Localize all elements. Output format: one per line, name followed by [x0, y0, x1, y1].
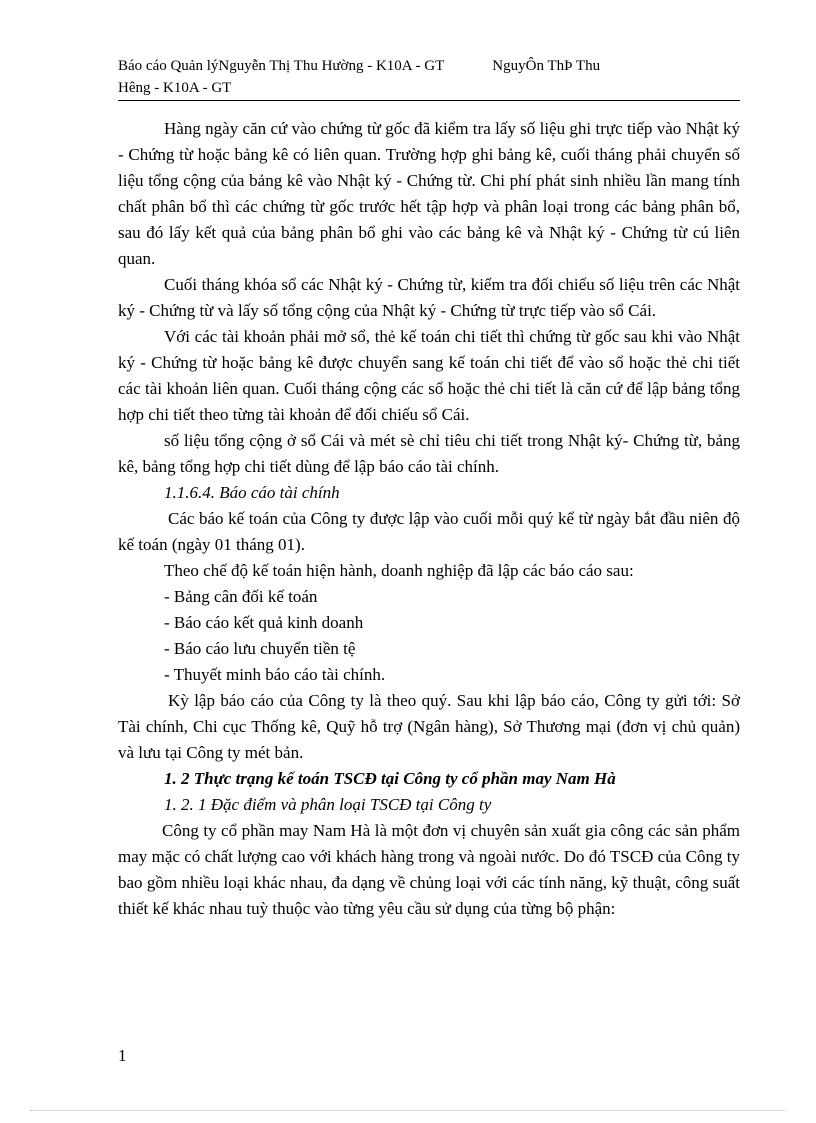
page-bottom-divider — [30, 1110, 786, 1111]
paragraph-company-assets: Công ty cổ phần may Nam Hà là một đơn vị chuyên sản xuất gia công các sản phẩm may mặc có chất lượng cao với khách hàng trong và ngoài nước. Do đó TSCĐ của Công ty bao gồm nhiều loại khác nhau, đa dạng về chủng loại với các tính năng, kỹ thuật, công suất thiết kế khác nhau tuỳ thuộc vào từng yêu cầu sử dụng của từng bộ phận: — [118, 821, 740, 918]
header-left-title: Báo cáo Quản lýNguyễn Thị Thu Hường - K10A - GT — [118, 58, 445, 74]
header-right-title: NguyÔn ThÞ Thu — [492, 58, 601, 74]
list-item: - Báo cáo lưu chuyển tiền tệ — [164, 639, 356, 658]
header-right-title-continued: Hêng - K10A - GT — [118, 80, 232, 96]
page-number: 1 — [118, 1046, 127, 1065]
section-heading-financial-reports: 1.1.6.4. Báo cáo tài chính — [164, 483, 340, 502]
paragraph-daily-recording: Hàng ngày căn cứ vào chứng từ gốc đã kiểm tra lấy số liệu ghi trực tiếp vào Nhật ký - Chứng từ hoặc bảng kê có liên quan. Trường hợp ghi bảng kê, cuối tháng phải chuyển số liệu tổng cộng của bảng kê vào Nhật ký - Chứng từ. Chi phí phát sinh nhiều lần mang tính chất phân bổ thì các chứng từ gốc trước hết tập hợp và phân loại trong các bảng phân bổ, sau đó lấy kết quả của bảng phân bổ ghi vào các bảng kê và Nhật ký - Chứng từ cú liên quan. — [118, 119, 740, 268]
list-item: - Bảng cân đối kế toán — [164, 587, 318, 606]
list-item: - Thuyết minh báo cáo tài chính. — [164, 665, 386, 684]
paragraph-month-end-closing: Cuối tháng khóa sổ các Nhật ký - Chứng từ, kiểm tra đối chiếu số liệu trên các Nhật ký - Chứng từ và lấy số tổng cộng của Nhật ký - Chứng từ trực tiếp vào sổ Cái. — [118, 275, 740, 320]
paragraph-report-period: Kỳ lập báo cáo của Công ty là theo quý. Sau khi lập báo cáo, Công ty gửi tới: Sở Tài chính, Chi cục Thống kê, Quỹ hỗ trợ (Ngân hàng), Sở Thương mại (đơn vị chủ quản) và lưu tại Công ty mét bản. — [118, 691, 740, 762]
paragraph-report-list-intro: Theo chế độ kế toán hiện hành, doanh nghiệp đã lập các báo cáo sau: — [164, 561, 634, 580]
subsection-heading-asset-classification: 1. 2. 1 Đặc điểm và phân loại TSCĐ tại Công ty — [164, 795, 492, 814]
document-body — [118, 116, 740, 922]
list-item: - Báo cáo kết quả kinh doanh — [164, 613, 364, 632]
section-heading-fixed-assets: 1. 2 Thực trạng kế toán TSCĐ tại Công ty cổ phần may Nam Hà — [164, 769, 616, 788]
paragraph-report-timing: Các báo kế toán của Công ty được lập vào cuối mỗi quý kể từ ngày bắt đầu niên độ kế toán (ngày 01 tháng 01). — [118, 509, 740, 554]
paragraph-detail-accounts: Với các tài khoản phải mở sổ, thẻ kế toán chi tiết thì chứng từ gốc sau khi vào Nhật ký - Chứng từ hoặc bảng kê được chuyển sang kế toán chi tiết để vào sổ hoặc thẻ chi tiết các tài khoản liên quan. Cuối tháng cộng các sổ hoặc thẻ chi tiết là căn cứ để lập bảng tổng hợp chi tiết theo từng tài khoản để đối chiếu sổ Cái. — [118, 327, 740, 424]
paragraph-ledger-totals: số liệu tổng cộng ở sổ Cái và mét sè chỉ tiêu chi tiết trong Nhật ký- Chứng từ, bảng kê, bảng tổng hợp chi tiết dùng để lập báo cáo tài chính. — [118, 431, 740, 476]
page-header — [118, 55, 740, 101]
